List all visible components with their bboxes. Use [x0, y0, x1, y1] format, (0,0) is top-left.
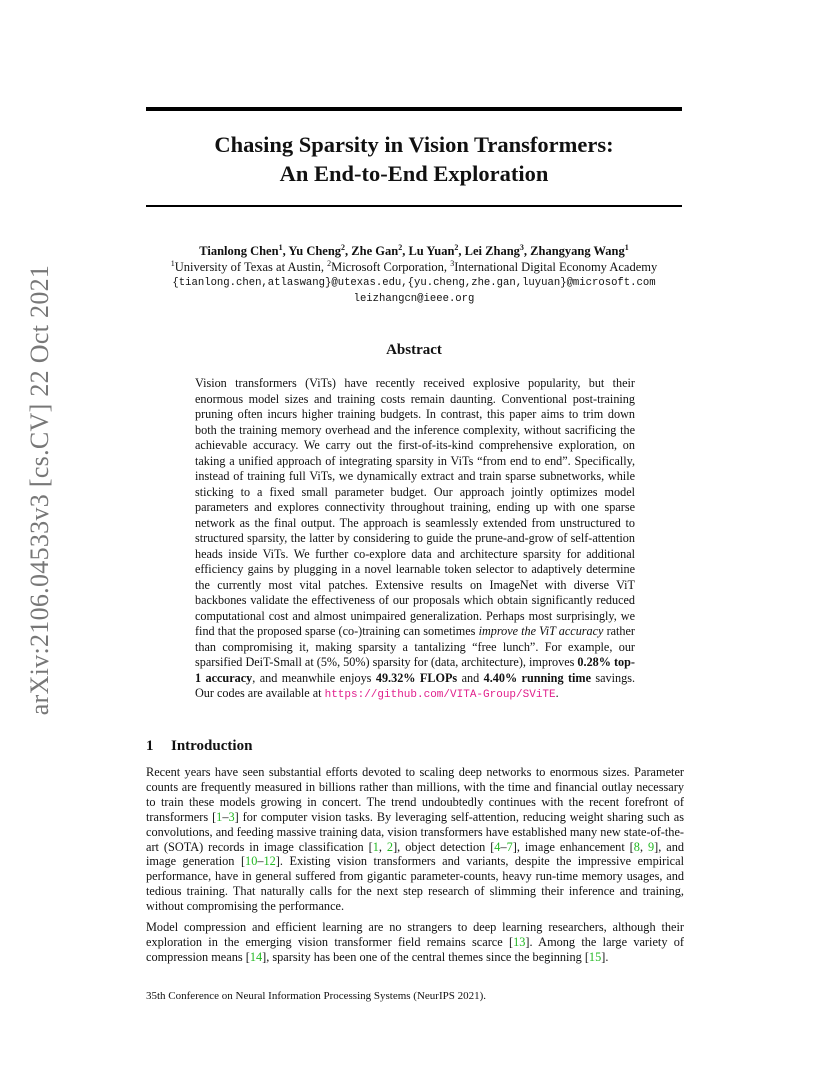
- code-link[interactable]: https://github.com/VITA-Group/SViTE: [324, 689, 556, 701]
- flops-label: FLOPs: [419, 670, 458, 685]
- abstract-heading: Abstract: [386, 342, 442, 358]
- title-top-rule: [146, 107, 682, 111]
- author-affiliation-mark: 2: [454, 242, 459, 252]
- affiliation-mark: 1: [170, 258, 175, 268]
- section-title: Introduction: [171, 738, 253, 754]
- introduction-body: [146, 765, 684, 971]
- running-time-label: running time: [517, 670, 591, 685]
- email-line-2: leizhangcn@ieee.org: [353, 293, 475, 305]
- flops-value: 49.32%: [375, 670, 416, 685]
- author-name: Zhangyang Wang: [530, 244, 625, 258]
- citation-link[interactable]: 14: [249, 949, 263, 964]
- citation-link[interactable]: 8: [633, 839, 640, 854]
- author-affiliation-mark: 3: [519, 242, 524, 252]
- accuracy-label: top-1 accuracy: [195, 655, 635, 685]
- citation-link[interactable]: 15: [588, 949, 602, 964]
- title-bottom-rule: [146, 205, 682, 207]
- citation-link[interactable]: 2: [386, 839, 394, 854]
- affiliation-mark: 3: [450, 258, 455, 268]
- citation-link[interactable]: 3: [228, 809, 235, 824]
- author-name: Yu Cheng: [288, 244, 342, 258]
- running-time-value: 4.40%: [483, 670, 518, 685]
- accuracy-value: 0.28%: [577, 655, 611, 669]
- author-affiliation-mark: 2: [398, 242, 403, 252]
- abstract-text: , and meanwhile enjoys: [252, 670, 376, 685]
- abstract-text: .: [555, 686, 559, 700]
- author-affiliation-mark: 1: [624, 242, 629, 252]
- author-name: Lu Yuan: [408, 244, 455, 258]
- email-line-1: {tianlong.chen,atlaswang}@utexas.edu,{yu.cheng,zhe.gan,luyuan}@microsoft.com: [172, 277, 656, 289]
- section-number: 1: [146, 738, 154, 754]
- author-names: Tianlong Chen$^1$, Yu Cheng$^2$, Zhe Gan$^2$, Lu Yuan$^2$, Lei Zhang$^3$, Zhangyang Wang$^1$: [199, 242, 629, 258]
- abstract-text: and: [457, 670, 484, 685]
- citation-link[interactable]: 4: [494, 839, 501, 854]
- author-name: Zhe Gan: [351, 244, 399, 258]
- author-name: Tianlong Chen: [199, 244, 279, 258]
- paragraph: Model compression and efficient learning are no strangers to deep learning researchers, although their exploration in the emerging vision transformer field remains scarce [13]. Among the large variety of compression means [14], sparsity has been one of the central themes since the beginning [15].: [146, 920, 684, 964]
- abstract-text: rather than compromising it, making sparsity a tantalizing “free lunch”. For example, our sparsified DeiT-Small at (5%, 50%) sparsity for (data, architecture), improves: [195, 624, 635, 669]
- conference-footnote: 35th Conference on Neural Information Processing Systems (NeurIPS 2021).: [146, 990, 487, 1002]
- author-affiliation-mark: 2: [341, 242, 346, 252]
- citation-link[interactable]: 13: [513, 934, 526, 949]
- paper-title: [146, 130, 682, 188]
- author-affiliation-mark: 1: [278, 242, 283, 252]
- affiliation-name: Microsoft Corporation,: [331, 260, 451, 274]
- arxiv-identifier: [20, 264, 60, 716]
- affiliation-mark: 2: [327, 258, 332, 268]
- citation-link[interactable]: 9: [647, 839, 655, 854]
- citation-link[interactable]: 1: [216, 809, 223, 824]
- author-block: [146, 243, 682, 307]
- citation-link[interactable]: 12: [263, 854, 276, 869]
- affiliation-name: University of Texas at Austin,: [174, 260, 328, 274]
- paragraph: Recent years have seen substantial efforts devoted to scaling deep networks to enormous sizes. Parameter counts are frequently measured in billions rather than millions, with the time and financial outlay necessary to train these models growing in concert. The trend undoubtedly continues with the recent forefront of transformers [1–3] for computer vision tasks. By leveraging self-attention, reducing weight sharing such as convolutions, and feeding massive training data, vision transformers have established many new state-of-the-art (SOTA) records in image classification [1, 2], object detection [4–7], image enhancement [8, 9], and image generation [10–12]. Existing vision transformers and variants, despite the impressive empirical performance, have in general suffered from gigantic parameter-counts, heavy run-time memory usages, and tedious training. That naturally calls for the next step research of slimming their inference and training, without compromising the performance.: [146, 765, 684, 914]
- title-line-1: Chasing Sparsity in Vision Transformers:: [214, 132, 614, 157]
- citation-link[interactable]: 10: [245, 854, 258, 869]
- section-heading: [146, 738, 252, 755]
- arxiv-identifier-text: arXiv:2106.04533v3 [cs.CV] 22 Oct 2021: [25, 264, 54, 716]
- abstract-body: [195, 376, 635, 704]
- abstract-text: savings. Our codes are available at: [195, 670, 636, 700]
- abstract-text: Vision transformers (ViTs) have recently received explosive popularity, but their enormous model sizes and training costs remain daunting. Conventional post-training pruning often incurs higher training budgets. In contrast, this paper aims to trim down both the training memory overhead and the inference complexity, without sacrificing the achievable accuracy. We carry out the first-of-its-kind comprehensive exploration, on taking a unified approach of integrating sparsity in ViTs “from end to end”. Specifically, instead of training full ViTs, we dynamically extract and train sparse subnetworks, while sticking to a fixed small parameter budget. Our approach jointly optimizes model parameters and explores connectivity throughout training, ending up with one sparse network as the final output. The approach is seamlessly extended from unstructured to structured sparsity, the latter by considering to guide the prune-and-grow of self-attention heads inside ViTs. We further co-explore data and architecture sparsity for additional efficiency gains by plugging in a novel learnable token selector to adaptively determine the currently most vital patches. Extensive results on ImageNet with diverse ViT backbones validate the effectiveness of our proposals which obtain significantly reduced computational cost and almost unimpaired generalization. Perhaps most surprisingly, we find that the proposed sparse (co-)training can sometimes: [195, 376, 635, 638]
- abstract-emphasis: improve the ViT accuracy: [478, 624, 604, 638]
- affiliations: [146, 259, 682, 275]
- author-name: Lei Zhang: [464, 244, 520, 258]
- citation-link[interactable]: 1: [372, 839, 379, 854]
- citation-link[interactable]: 7: [506, 839, 513, 854]
- affiliation-name: International Digital Economy Academy: [454, 260, 658, 274]
- title-line-2: An End-to-End Exploration: [279, 161, 549, 186]
